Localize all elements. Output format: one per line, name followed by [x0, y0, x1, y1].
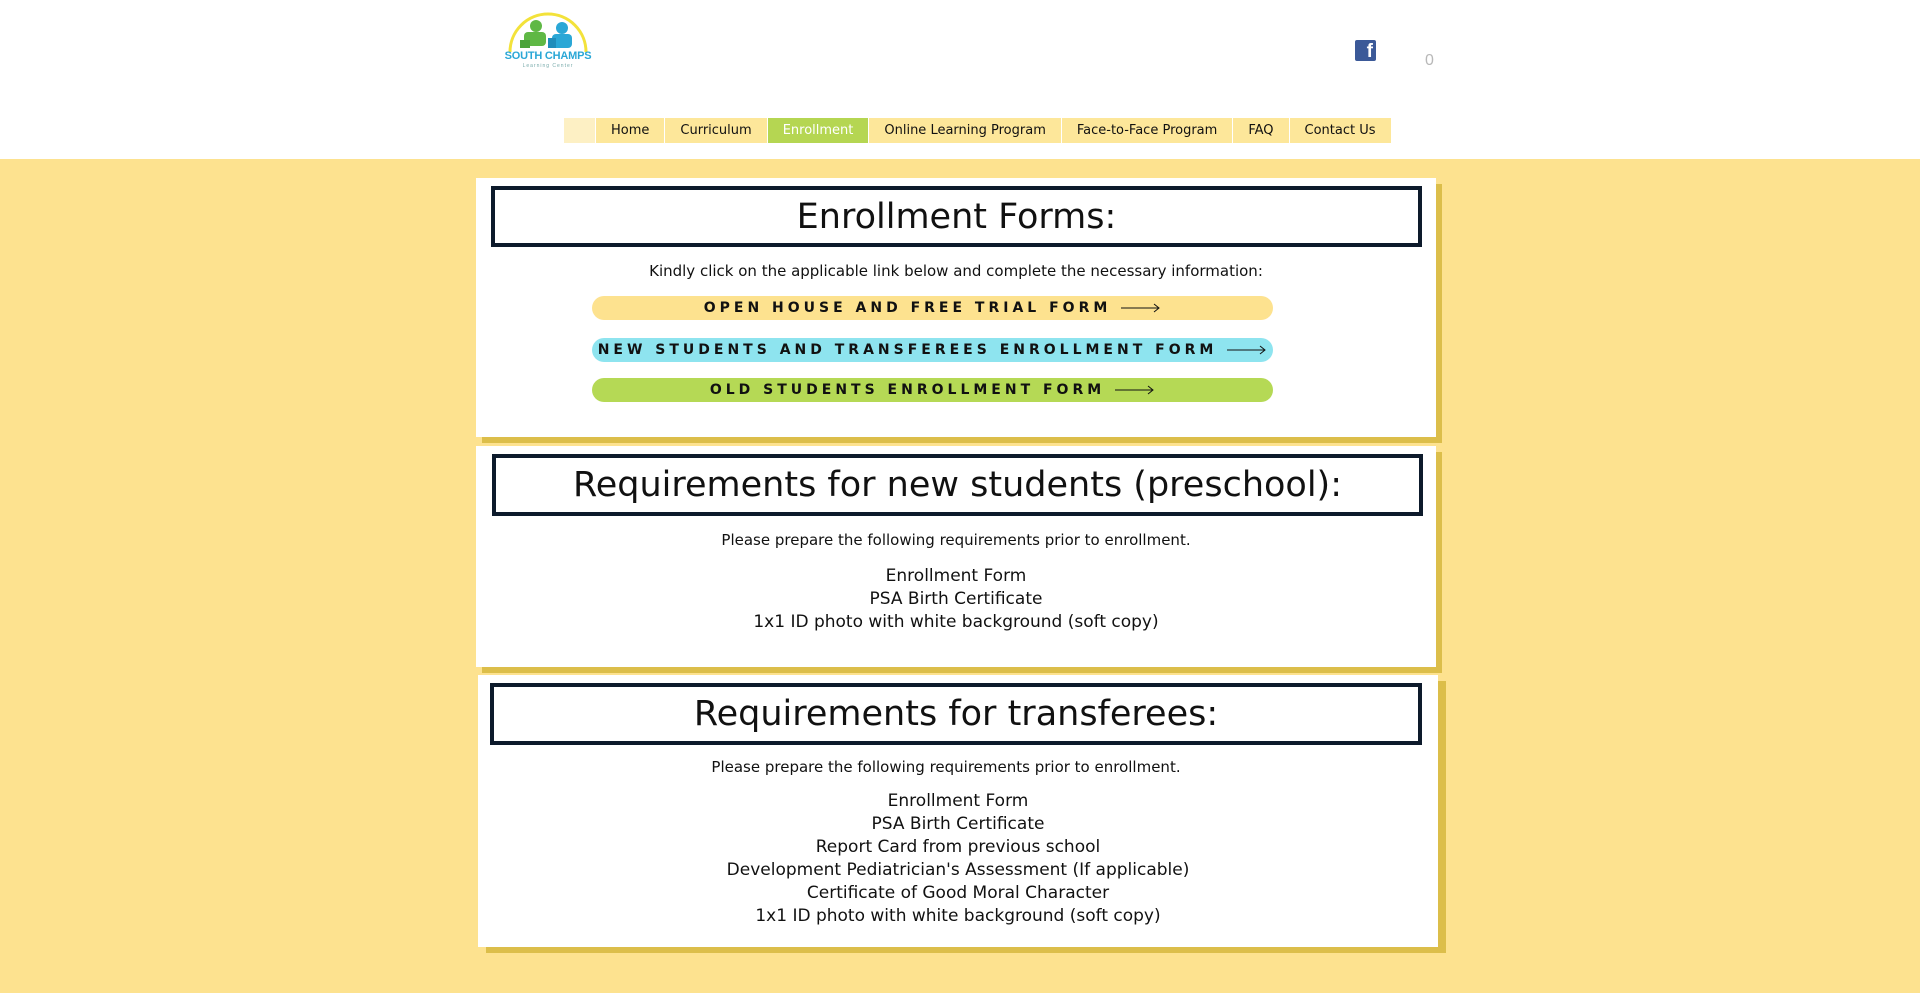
list-item: PSA Birth Certificate [869, 589, 1043, 609]
list-item: PSA Birth Certificate [871, 814, 1045, 834]
list-item: Certificate of Good Moral Character [806, 883, 1110, 903]
logo-subtitle: Learning Center [522, 63, 574, 69]
section-title: Enrollment Forms: [796, 196, 1117, 237]
arrow-right-icon [1227, 345, 1267, 355]
section-title-box [491, 186, 1422, 247]
section-title: Requirements for transferees: [693, 694, 1219, 734]
nav-item-face-to-face[interactable]: Face-to-Face Program [1062, 118, 1233, 143]
button-label: OLD STUDENTS ENROLLMENT FORM [709, 382, 1106, 398]
nav-item-enrollment[interactable]: Enrollment [768, 118, 870, 143]
nav-item-home[interactable]: Home [596, 118, 665, 143]
list-item: Report Card from previous school [815, 837, 1101, 857]
cart-count[interactable]: 0 [1425, 52, 1434, 69]
old-students-form-button[interactable] [592, 378, 1273, 402]
open-house-form-button[interactable] [592, 296, 1273, 320]
section-title-box [492, 454, 1423, 516]
main-nav [564, 118, 1392, 143]
site-header [0, 0, 1920, 159]
arrow-right-icon [1115, 385, 1155, 395]
nav-spacer [564, 118, 596, 143]
requirements-list [478, 790, 1438, 928]
list-item: Enrollment Form [885, 566, 1027, 586]
list-item: Enrollment Form [887, 791, 1029, 811]
instruction-text: Please prepare the following requirements prior to enrollment. [721, 531, 1191, 549]
transferees-card [478, 675, 1438, 947]
nav-item-online-learning[interactable]: Online Learning Program [869, 118, 1061, 143]
button-label: OPEN HOUSE AND FREE TRIAL FORM [703, 300, 1112, 316]
new-students-form-button[interactable] [592, 338, 1273, 362]
logo-text: SOUTH CHAMPS [504, 50, 592, 62]
instruction-text: Kindly click on the applicable link below and complete the necessary information: [649, 262, 1263, 280]
facebook-icon[interactable]: f [1355, 40, 1376, 61]
button-label: NEW STUDENTS AND TRANSFEREES ENROLLMENT FORM [597, 342, 1218, 358]
list-item: 1x1 ID photo with white background (soft copy) [753, 612, 1159, 632]
nav-item-curriculum[interactable]: Curriculum [665, 118, 767, 143]
nav-item-contact[interactable]: Contact Us [1290, 118, 1392, 143]
section-title: Requirements for new students (preschool): [572, 465, 1342, 505]
list-item: 1x1 ID photo with white background (soft copy) [755, 906, 1161, 926]
list-item: Development Pediatrician's Assessment (If applicable) [726, 860, 1190, 880]
requirements-list [476, 565, 1436, 634]
new-students-card [476, 446, 1436, 667]
arrow-right-icon [1121, 303, 1161, 313]
section-title-box [490, 683, 1422, 745]
nav-item-faq[interactable]: FAQ [1233, 118, 1289, 143]
instruction-text: Please prepare the following requirements prior to enrollment. [711, 758, 1181, 776]
